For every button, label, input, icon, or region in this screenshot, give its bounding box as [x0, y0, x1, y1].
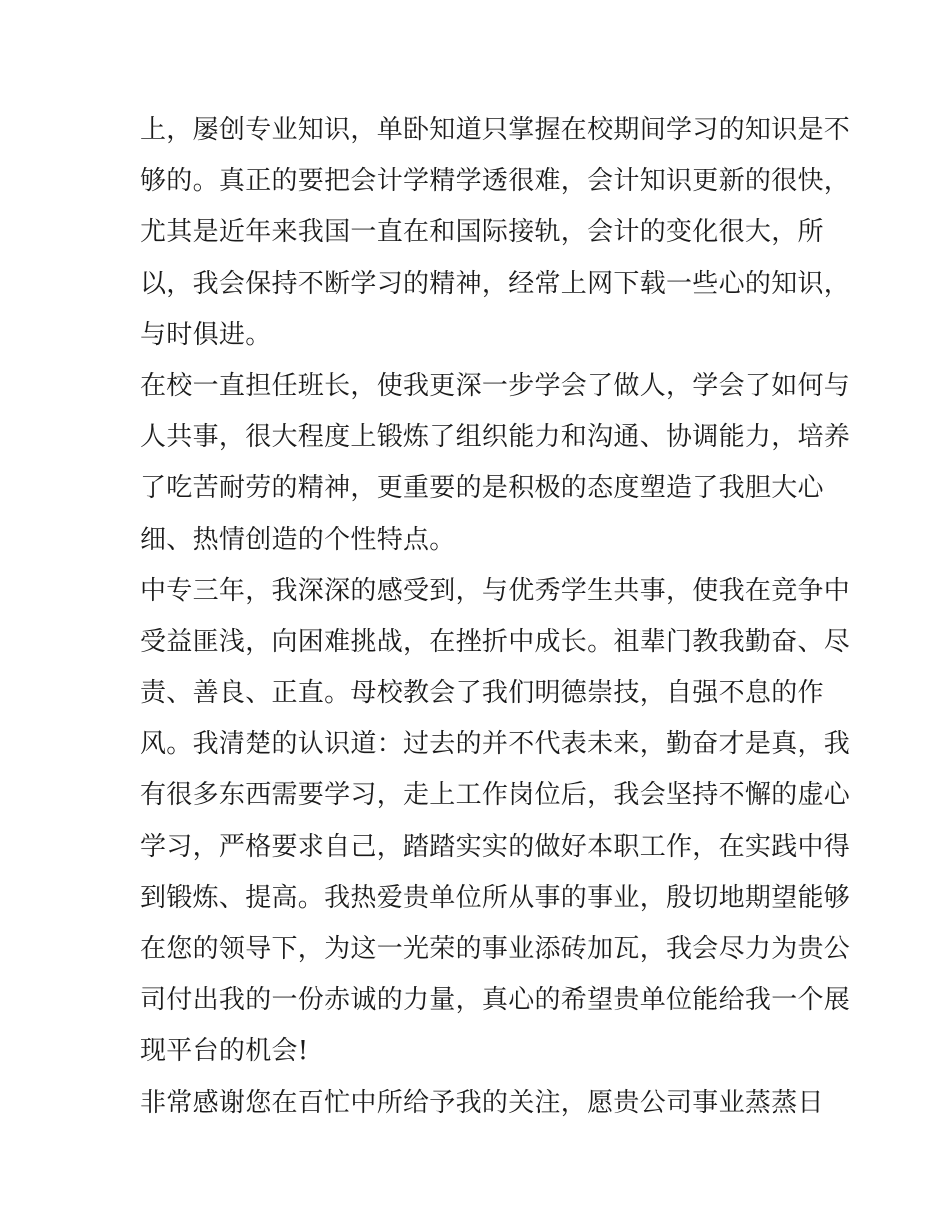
text-line-9: 细、热情创造的个性特点。	[140, 524, 456, 555]
text-line-4: 以，我会保持不断学习的精神，经常上网下载一些心的知识，	[140, 268, 851, 299]
text-line-19: 现平台的机会!	[140, 1036, 309, 1067]
text-line-6: 在校一直担任班长，使我更深一步学会了做人，学会了如何与	[140, 370, 851, 401]
text-line-1: 上，屡创专业知识，单卧知道只掌握在校期间学习的知识是不	[140, 115, 851, 145]
text-line-5: 与时俱进。	[140, 319, 272, 350]
text-line-8: 了吃苦耐劳的精神，更重要的是积极的态度塑造了我胆大心	[140, 473, 824, 504]
text-line-15: 学习，严格要求自己，踏踏实实的做好本职工作，在实践中得	[140, 831, 851, 862]
text-line-12: 责、善良、正直。母校教会了我们明德崇技，自强不息的作	[140, 678, 824, 709]
text-line-16: 到锻炼、提高。我热爱贵单位所从事的事业，殷切地期望能够	[140, 882, 851, 913]
text-line-3: 尤其是近年来我国一直在和国际接轨，会计的变化很大，所	[140, 217, 824, 248]
text-line-13: 风。我清楚的认识道：过去的并不代表未来，勤奋才是真，我	[140, 729, 851, 760]
text-line-2: 够的。真正的要把会计学精学透很难，会计知识更新的很快，	[140, 166, 851, 197]
text-line-14: 有很多东西需要学习，走上工作岗位后，我会坚持不懈的虚心	[140, 780, 851, 811]
text-line-7: 人共事，很大程度上锻炼了组织能力和沟通、协调能力，培养	[140, 422, 851, 453]
text-line-10: 中专三年，我深深的感受到，与优秀学生共事，使我在竞争中	[140, 575, 851, 606]
text-line-17: 在您的领导下，为这一光荣的事业添砖加瓦，我会尽力为贵公	[140, 934, 851, 964]
document-body	[140, 105, 851, 1129]
text-line-18: 司付出我的一份赤诚的力量，真心的希望贵单位能给我一个展	[140, 985, 851, 1016]
text-line-20: 非常感谢您在百忙中所给予我的关注，愿贵公司事业蒸蒸日	[140, 1087, 824, 1118]
text-line-11: 受益匪浅，向困难挑战，在挫折中成长。祖辈门教我勤奋、尽	[140, 626, 851, 657]
